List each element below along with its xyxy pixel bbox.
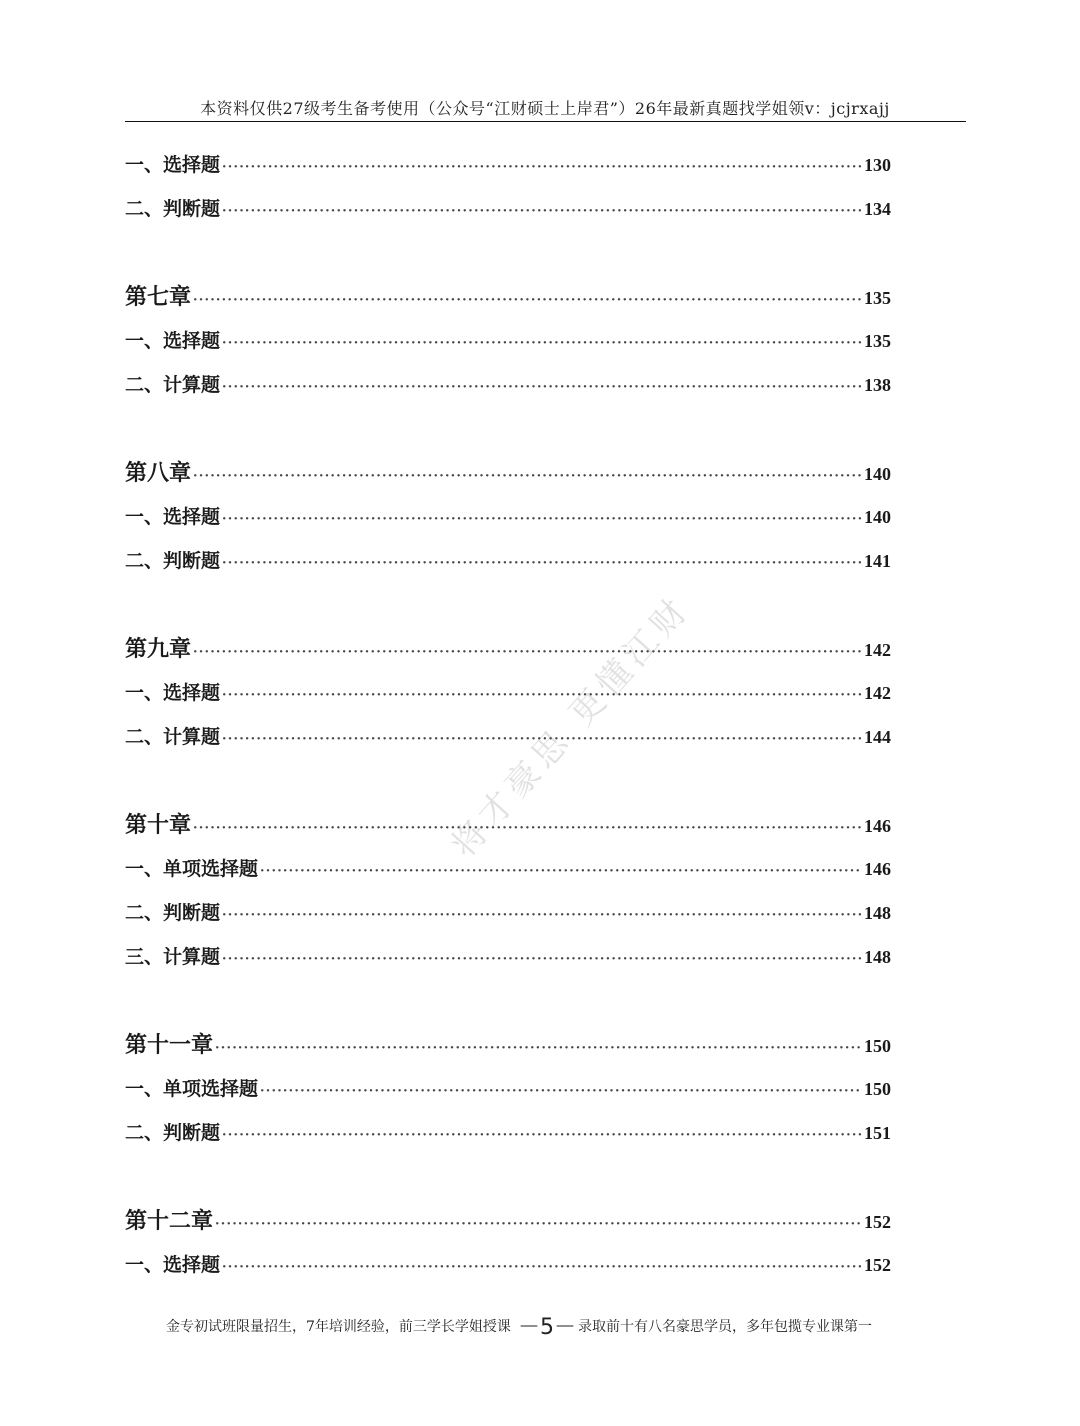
toc-page-number: 151 — [864, 1123, 891, 1143]
page-number: －5－ — [518, 1315, 576, 1340]
toc-page-number: 148 — [864, 903, 891, 923]
toc-leader-dots — [222, 908, 862, 923]
toc-row[interactable] — [125, 370, 891, 397]
toc-label: 一、单项选择题 — [125, 858, 259, 880]
toc-row[interactable] — [125, 942, 891, 969]
footer-left-text: 金专初试班限量招生，7年培训经验，前三学长学姐授课 — [166, 1319, 511, 1335]
toc-row[interactable] — [125, 502, 891, 529]
footer-right-text: 录取前十有八名豪思学员，多年包揽专业课第一 — [578, 1319, 872, 1335]
toc-label: 二、判断题 — [125, 902, 221, 924]
toc-page-number: 150 — [864, 1079, 891, 1099]
toc-row[interactable] — [125, 722, 891, 749]
toc-row[interactable] — [125, 678, 891, 705]
toc-label: 第七章 — [125, 284, 192, 310]
header-divider — [125, 121, 966, 122]
toc-leader-dots — [222, 380, 862, 395]
toc-page-number: 130 — [864, 155, 891, 175]
toc-row[interactable] — [125, 546, 891, 573]
toc-label: 第八章 — [125, 460, 192, 486]
toc-label: 一、选择题 — [125, 682, 221, 704]
toc-label: 二、判断题 — [125, 1122, 221, 1144]
toc-row[interactable] — [125, 150, 891, 177]
toc-leader-dots — [222, 512, 862, 527]
toc-leader-dots — [222, 1260, 862, 1275]
toc-leader-dots — [193, 821, 862, 836]
toc-leader-dots — [215, 1041, 862, 1056]
toc-label: 三、计算题 — [125, 946, 221, 968]
toc-chapter-row[interactable] — [125, 1204, 891, 1235]
toc-page-number: 146 — [864, 816, 891, 836]
toc-page-number: 135 — [864, 331, 891, 351]
toc-page-number: 134 — [864, 199, 891, 219]
toc-label: 二、计算题 — [125, 374, 221, 396]
toc-row[interactable] — [125, 194, 891, 221]
toc-label: 第十二章 — [125, 1208, 214, 1234]
toc-leader-dots — [193, 645, 862, 660]
toc-page-number: 144 — [864, 727, 891, 747]
toc-label: 一、选择题 — [125, 506, 221, 528]
page-header: 本资料仅供27级考生备考使用（公众号“江财硕士上岸君”）26年最新真题找学姐领v：jcjrxajj — [200, 99, 890, 118]
toc-page-number: 140 — [864, 507, 891, 527]
toc-label: 一、选择题 — [125, 154, 221, 176]
toc-page-number: 148 — [864, 947, 891, 967]
toc-label: 二、判断题 — [125, 198, 221, 220]
toc-leader-dots — [222, 204, 862, 219]
toc-label: 第九章 — [125, 636, 192, 662]
toc-chapter-row[interactable] — [125, 1028, 891, 1059]
toc-page-number: 152 — [864, 1255, 891, 1275]
toc-row[interactable] — [125, 326, 891, 353]
toc-label: 一、单项选择题 — [125, 1078, 259, 1100]
toc-page-number: 141 — [864, 551, 891, 571]
toc-page-number: 135 — [864, 288, 891, 308]
toc-label: 第十一章 — [125, 1032, 214, 1058]
toc-leader-dots — [193, 293, 862, 308]
toc-page-number: 146 — [864, 859, 891, 879]
toc-leader-dots — [260, 1084, 862, 1099]
toc-chapter-row[interactable] — [125, 632, 891, 663]
toc-leader-dots — [222, 688, 862, 703]
toc-row[interactable] — [125, 854, 891, 881]
toc-label: 一、选择题 — [125, 1254, 221, 1276]
toc-leader-dots — [222, 952, 862, 967]
toc-row[interactable] — [125, 1118, 891, 1145]
toc-leader-dots — [215, 1217, 862, 1232]
toc-label: 二、判断题 — [125, 550, 221, 572]
watermark: 将才豪思 更懂江财 — [443, 588, 699, 866]
toc-page-number: 150 — [864, 1036, 891, 1056]
toc-chapter-row[interactable] — [125, 280, 891, 311]
toc-label: 二、计算题 — [125, 726, 221, 748]
toc-row[interactable] — [125, 1250, 891, 1277]
toc-leader-dots — [222, 336, 862, 351]
toc-page-number: 142 — [864, 683, 891, 703]
toc-leader-dots — [222, 556, 862, 571]
toc-page-number: 152 — [864, 1212, 891, 1232]
toc-leader-dots — [193, 469, 862, 484]
toc-leader-dots — [222, 160, 862, 175]
toc-page-number: 138 — [864, 375, 891, 395]
toc-page-number: 140 — [864, 464, 891, 484]
toc-chapter-row[interactable] — [125, 456, 891, 487]
toc-row[interactable] — [125, 898, 891, 925]
toc-label: 第十章 — [125, 812, 192, 838]
toc-leader-dots — [222, 1128, 862, 1143]
toc-label: 一、选择题 — [125, 330, 221, 352]
toc-row[interactable] — [125, 1074, 891, 1101]
toc-page-number: 142 — [864, 640, 891, 660]
toc-leader-dots — [260, 864, 862, 879]
